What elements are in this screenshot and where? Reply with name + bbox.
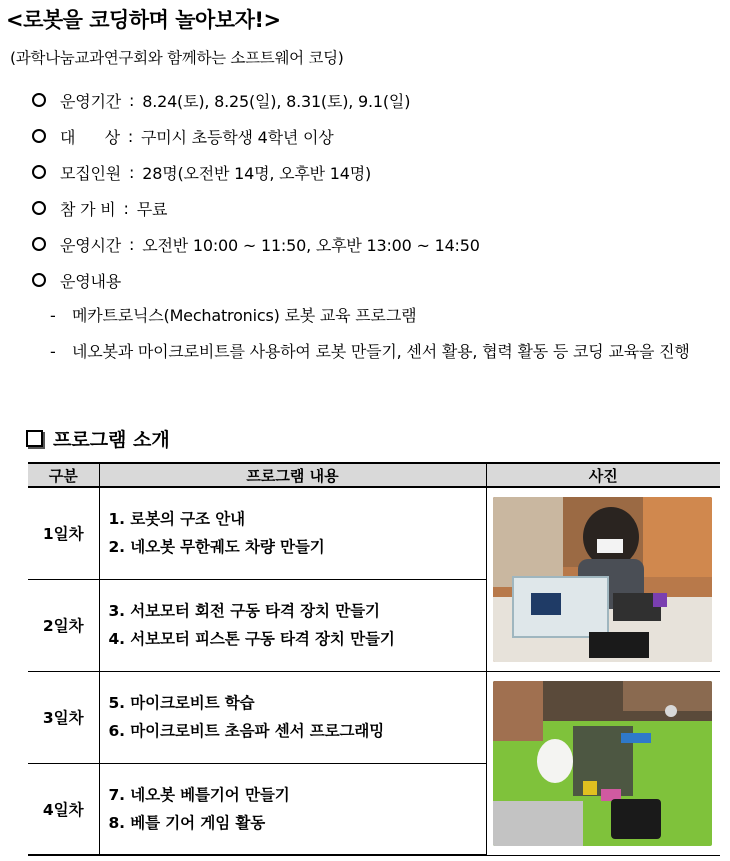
info-label: 대 상 (60, 127, 120, 147)
info-list (32, 82, 722, 370)
info-value: 구미시 초등학생 4학년 이상 (141, 127, 334, 147)
info-content (32, 262, 722, 298)
table-header-row (28, 463, 720, 487)
dash-bullet: - (50, 306, 56, 325)
page-subtitle: (과학나눔교과연구회와 함께하는 소프트웨어 코딩) (10, 49, 344, 67)
child-building-robot-photo (493, 497, 712, 662)
info-label: 운영내용 (60, 271, 122, 291)
program-item: 3. 서보모터 회전 구동 타격 장치 만들기 (108, 602, 380, 620)
day-cell: 3일차 (28, 671, 99, 763)
program-item: 2. 네오봇 무한궤도 차량 만들기 (108, 538, 325, 557)
content-cell (99, 487, 486, 579)
section-heading (26, 425, 170, 452)
info-time (32, 226, 722, 262)
content-item-text: 메카트로닉스(Mechatronics) 로봇 교육 프로그램 (72, 306, 417, 325)
program-table (28, 462, 720, 856)
separator: : (129, 234, 135, 254)
info-label: 모집인원 (60, 163, 122, 183)
info-value: 8.24(토), 8.25(일), 8.31(토), 9.1(일) (142, 91, 411, 111)
info-label: 참 가 비 (60, 199, 116, 219)
photo-cell (486, 671, 720, 855)
content-item (32, 334, 722, 370)
circle-bullet-icon (32, 237, 46, 251)
table-row (28, 671, 720, 763)
info-value: 무료 (136, 199, 168, 219)
separator: : (123, 198, 129, 218)
info-value: 28명(오전반 14명, 오후반 14명) (142, 163, 372, 183)
program-item: 8. 베틀 기어 게임 활동 (108, 813, 266, 832)
content-item-text: 네오봇과 마이크로비트를 사용하여 로봇 만들기, 센서 활용, 협력 활동 등 코딩 교육을 진행 (72, 342, 690, 361)
info-value: 오전반 10:00 ~ 11:50, 오후반 13:00 ~ 14:50 (142, 235, 480, 255)
program-item: 6. 마이크로비트 초음파 센서 프로그래밍 (108, 722, 385, 740)
info-label: 운영시간 (60, 235, 122, 255)
separator: : (129, 162, 135, 182)
content-cell (99, 671, 486, 763)
circle-bullet-icon (32, 129, 46, 143)
circle-bullet-icon (32, 201, 46, 215)
dash-bullet: - (50, 342, 56, 361)
robot-with-ball-photo (493, 681, 712, 846)
program-item: 5. 마이크로비트 학습 (108, 694, 255, 712)
day-cell: 2일차 (28, 579, 99, 671)
content-cell (99, 579, 486, 671)
program-item: 7. 네오봇 베틀기어 만들기 (108, 785, 290, 804)
header-category: 구분 (28, 463, 99, 487)
separator: : (127, 126, 134, 146)
separator: : (129, 90, 135, 110)
section-title: 프로그램 소개 (53, 429, 170, 451)
program-item: 4. 서보모터 피스톤 구동 타격 장치 만들기 (108, 630, 395, 648)
info-period (32, 82, 722, 118)
circle-bullet-icon (32, 165, 46, 179)
program-item: 1. 로봇의 구조 안내 (108, 510, 245, 529)
day-cell: 4일차 (28, 763, 99, 855)
table-row (28, 487, 720, 579)
info-capacity (32, 154, 722, 190)
photo-cell (486, 487, 720, 671)
info-label: 운영기간 (60, 91, 122, 111)
circle-bullet-icon (32, 93, 46, 107)
circle-bullet-icon (32, 273, 46, 287)
info-fee (32, 190, 722, 226)
day-cell: 1일차 (28, 487, 99, 579)
checkbox-icon (26, 430, 43, 447)
info-target (32, 118, 722, 154)
content-item (32, 298, 722, 334)
content-cell (99, 763, 486, 855)
header-photo: 사진 (486, 463, 720, 487)
header-content: 프로그램 내용 (99, 463, 486, 487)
page-title: <로봇을 코딩하며 놀아보자!> (6, 8, 281, 32)
